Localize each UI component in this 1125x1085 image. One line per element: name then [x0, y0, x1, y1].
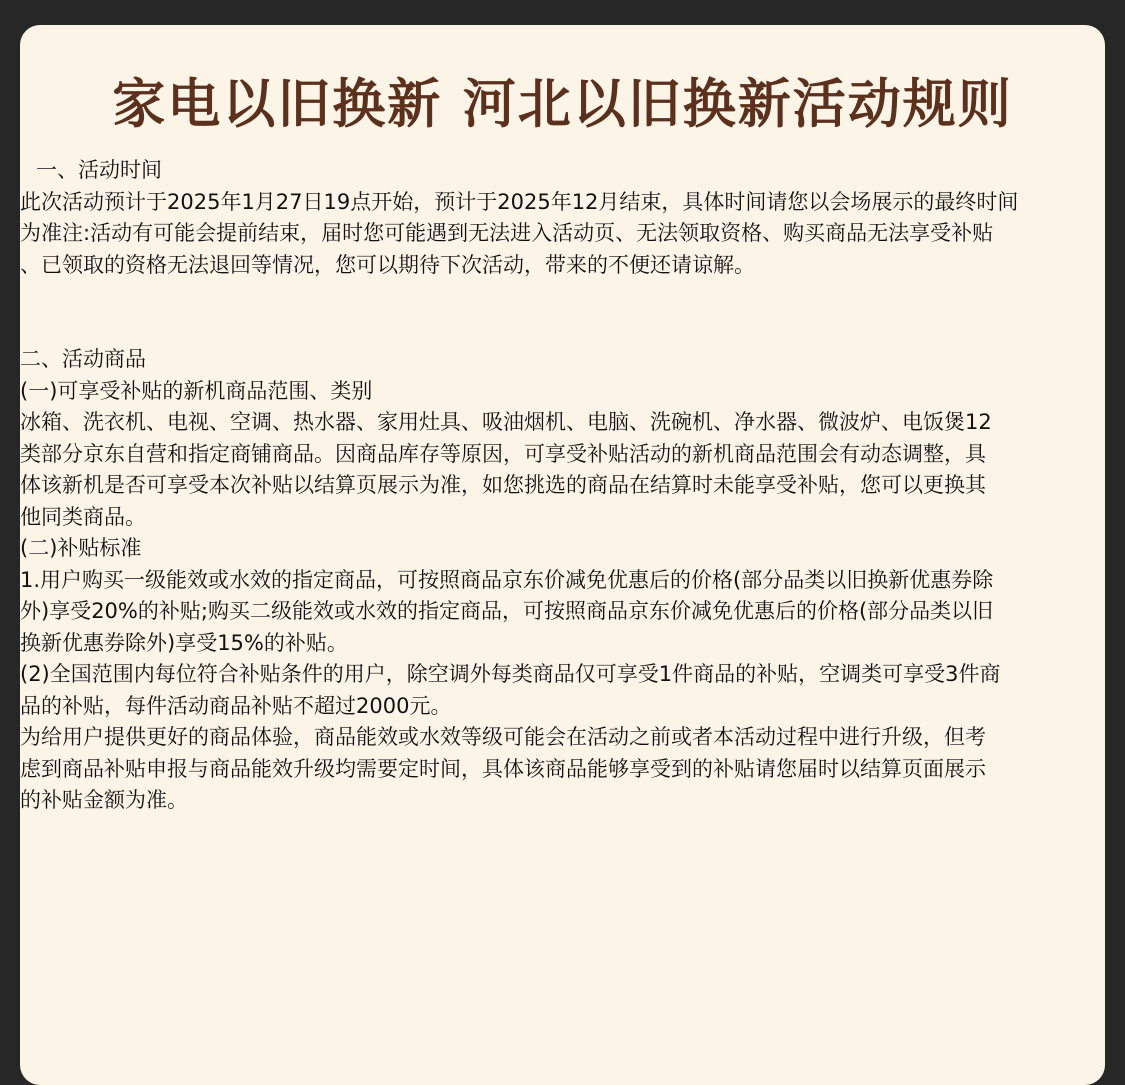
section-spacer	[20, 281, 1105, 344]
section-2-sub2-note-line-2: 虑到商品补贴申报与商品能效升级均需要定时间，具体该商品能够享受到的补贴请您届时以结算页面展示	[20, 756, 986, 781]
section-2-sub2-item1-line-2: 外)享受20%的补贴;购买二级能效或水效的指定商品，可按照商品京东价减免优惠后的价格(部分品类以旧	[20, 599, 994, 623]
section-1-line-2: 为准注:活动有可能会提前结束，届时您可能遇到无法进入活动页、无法领取资格、购买商品无法享受补贴	[20, 221, 994, 245]
section-2-sub1-heading: (一)可享受补贴的新机商品范围、类别	[20, 378, 373, 403]
section-1-line-1: 此次活动预计于2025年1月27日19点开始，预计于2025年12月结束，具体时间请您以会场展示的最终时间	[20, 189, 1019, 214]
section-2-heading: 二、活动商品	[20, 347, 146, 371]
section-2-sub1-line-2: 类部分京东自营和指定商铺商品。因商品库存等原因，可享受补贴活动的新机商品范围会有动态调整，具	[20, 441, 986, 466]
section-2-sub2-item2-line-1: (2)全国范围内每位符合补贴条件的用户，除空调外每类商品仅可享受1件商品的补贴，空调类可享受3件商	[20, 662, 1001, 686]
section-2-sub1-line-4: 他同类商品。	[20, 504, 146, 529]
section-2-sub2-note-line-3: 的补贴金额为准。	[20, 788, 188, 812]
section-2-sub2-item1-line-1: 1.用户购买一级能效或水效的指定商品，可按照商品京东价减免优惠后的价格(部分品类以旧换新优惠券除	[20, 567, 994, 592]
rules-card	[20, 25, 1105, 1085]
section-2-sub1-line-3: 体该新机是否可享受本次补贴以结算页展示为准，如您挑选的商品在结算时未能享受补贴，您可以更换其	[20, 473, 986, 497]
rules-content	[20, 145, 1105, 817]
section-2-sub2-item2-line-2: 品的补贴，每件活动商品补贴不超过2000元。	[20, 693, 452, 718]
section-2-sub2-item1-line-3: 换新优惠券除外)享受15%的补贴。	[20, 630, 348, 655]
page-title: 家电以旧换新 河北以旧换新活动规则	[112, 74, 1013, 135]
section-2-sub1-line-1: 冰箱、洗衣机、电视、空调、热水器、家用灶具、吸油烟机、电脑、洗碗机、净水器、微波炉、电饭煲12	[20, 410, 992, 434]
section-1-line-3: 、已领取的资格无法退回等情况，您可以期待下次活动，带来的不便还请谅解。	[20, 252, 755, 277]
section-2-sub2-heading: (二)补贴标准	[20, 536, 142, 560]
section-1-heading: 一、活动时间	[36, 158, 162, 182]
section-2-sub2-note-line-1: 为给用户提供更好的商品体验，商品能效或水效等级可能会在活动之前或者本活动过程中进行升级，但考	[20, 725, 986, 749]
